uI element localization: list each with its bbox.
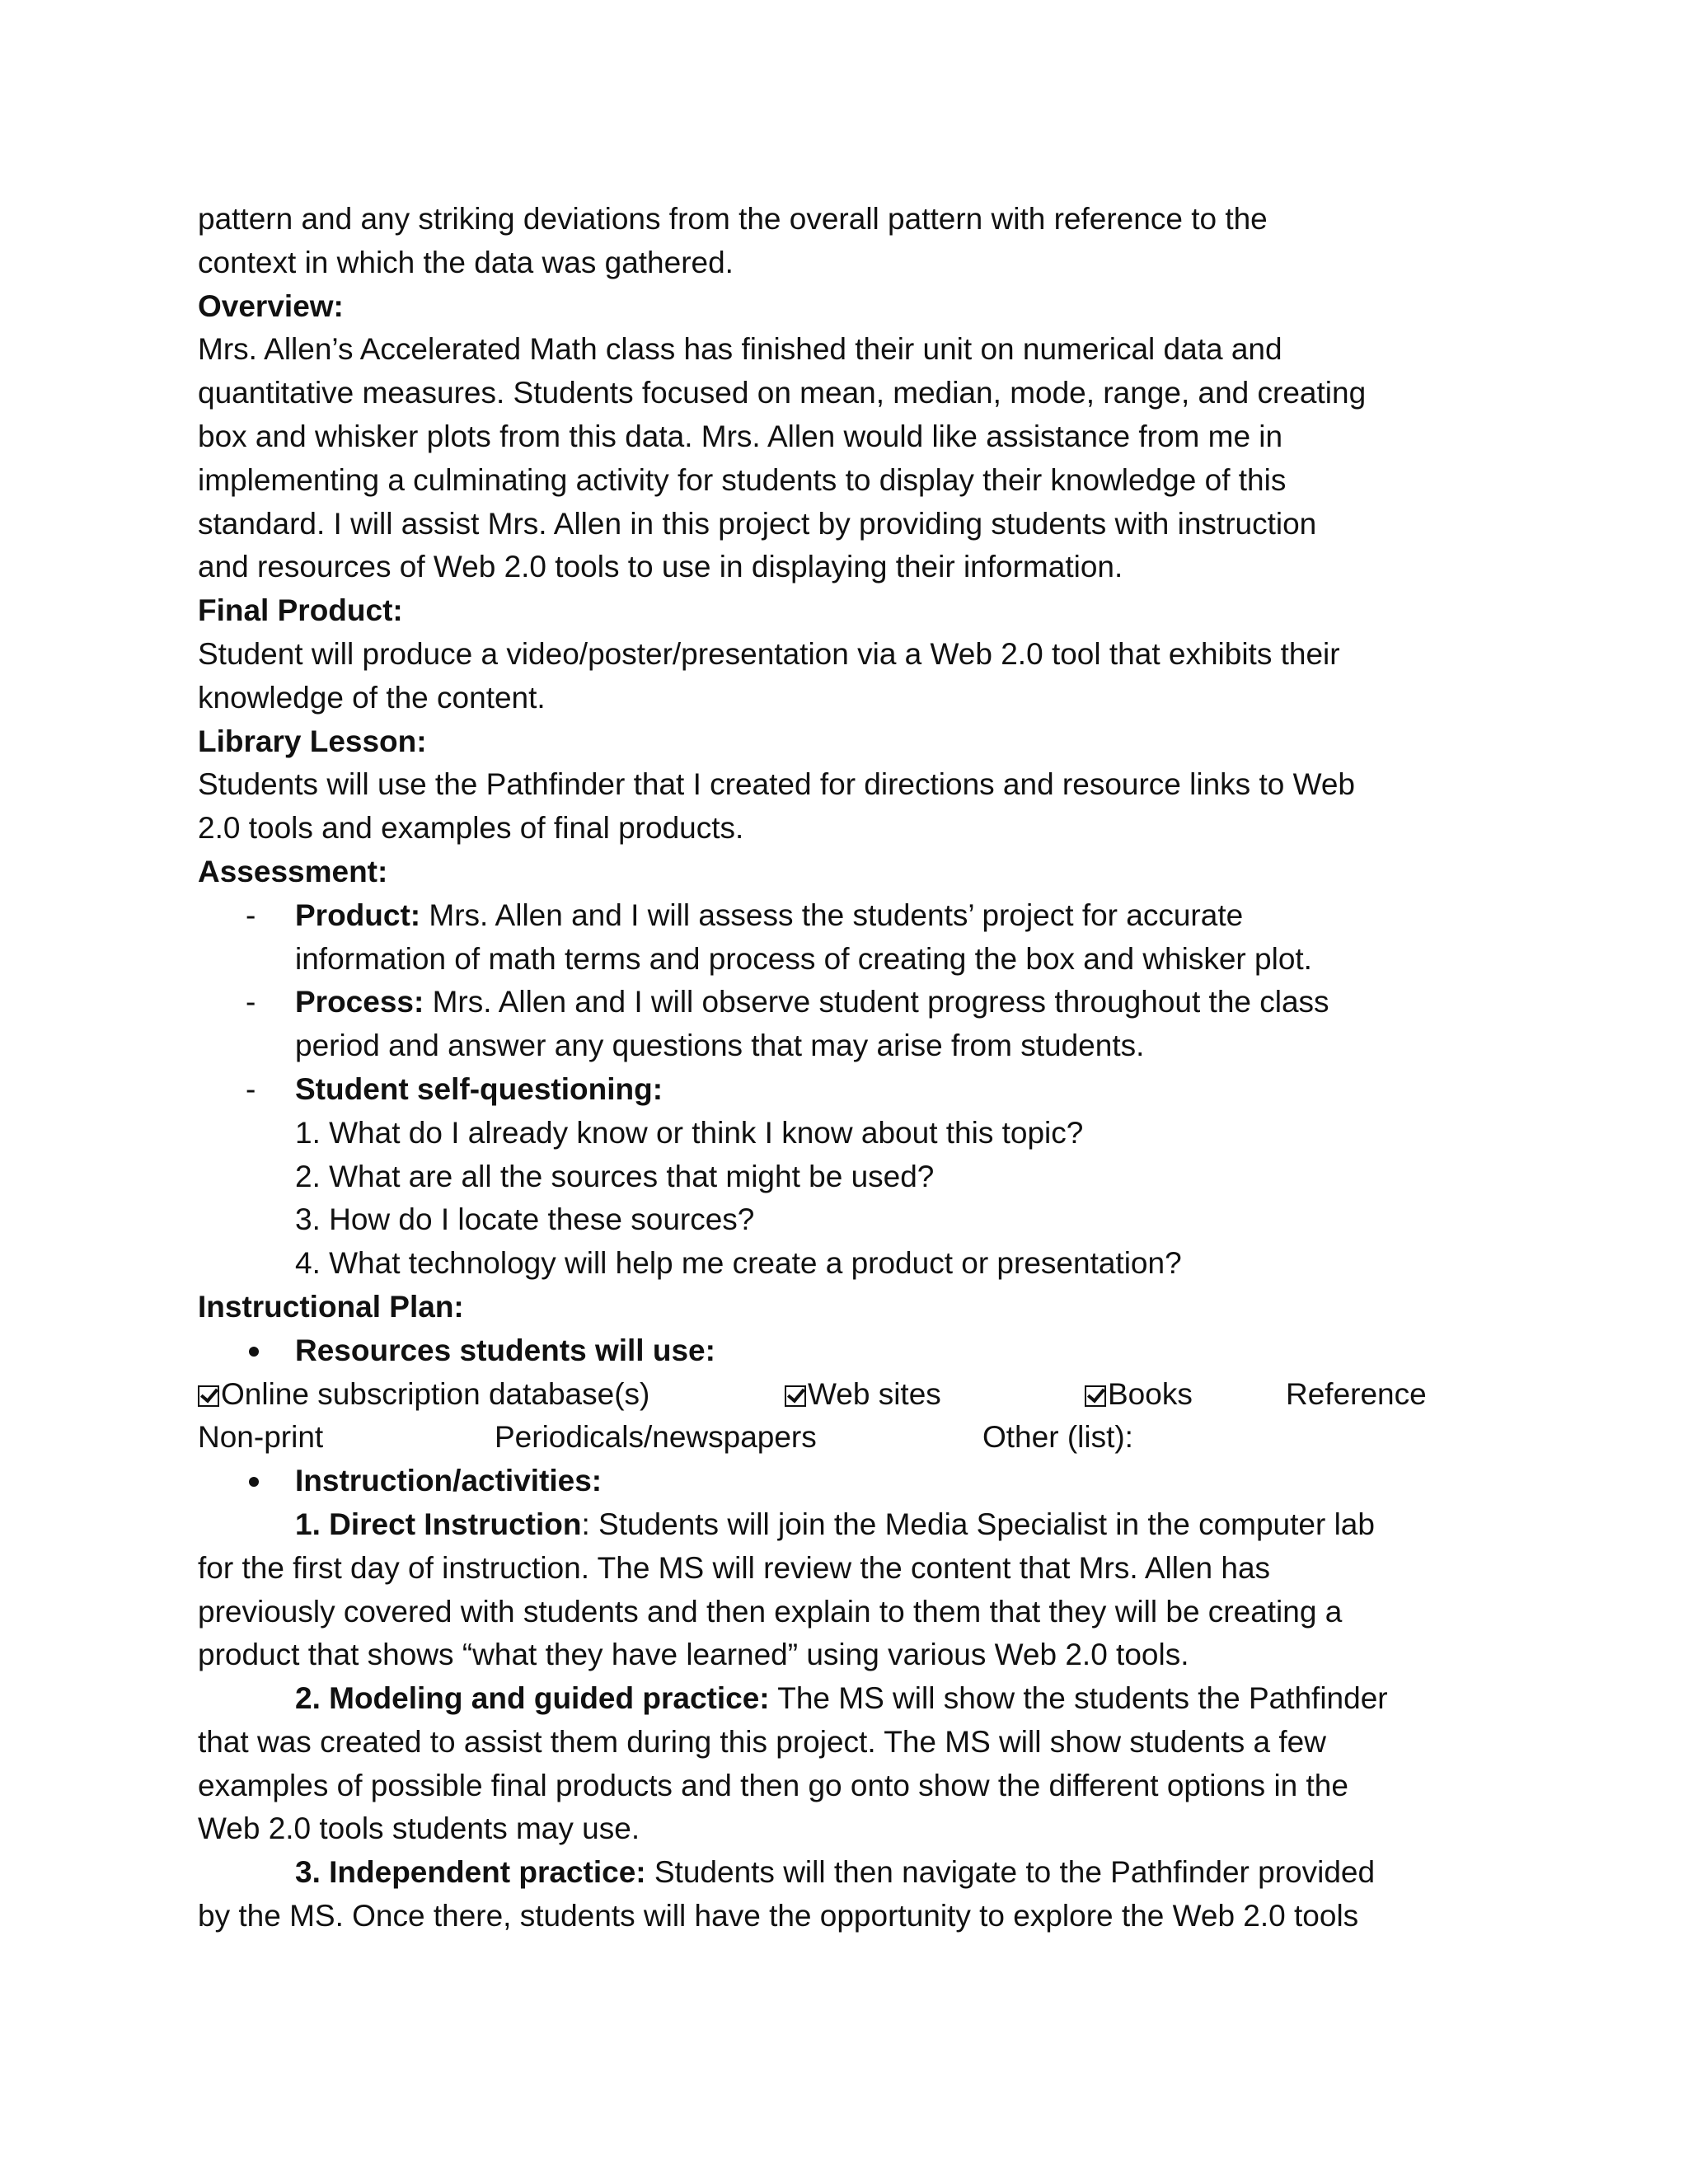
bullet-dot [249, 1347, 259, 1357]
resource-web-label: Web sites [808, 1376, 941, 1411]
overview-line-4: implementing a culminating activity for students to display their knowledge of this [198, 462, 1287, 497]
resource-nonprint: Non-print [198, 1420, 324, 1455]
direct-instruction-label: 1. Direct Instruction [295, 1507, 582, 1541]
library-lesson-line-2: 2.0 tools and examples of final products. [198, 811, 744, 846]
direct-instruction-line-4: product that shows “what they have learned” using various Web 2.0 tools. [198, 1638, 1189, 1672]
resource-other: Other (list): [982, 1420, 1133, 1455]
independent-first-line [198, 1851, 1500, 1895]
independent-text: Students will then navigate to the Pathfinder provided [645, 1855, 1376, 1890]
direct-instruction-line-3: previously covered with students and then explain to them that they will be creating a [198, 1594, 1343, 1629]
overview-line-6: and resources of Web 2.0 tools to use in displaying their information. [198, 550, 1123, 584]
independent-label: 3. Independent practice: [295, 1855, 646, 1890]
modeling-line-2: that was created to assist them during this project. The MS will show students a few [198, 1724, 1326, 1759]
resource-books [1085, 1373, 1193, 1417]
process-label: Process: [295, 985, 424, 1019]
direct-instruction-text: : Students will join the Media Specialist in the computer lab [581, 1507, 1375, 1541]
instruction-bullet [198, 1460, 1500, 1503]
resource-web [785, 1373, 941, 1417]
checked-box-icon [1085, 1385, 1106, 1407]
overview-line-3: box and whisker plots from this data. Mrs. Allen would like assistance from me in [198, 419, 1283, 453]
product-label: Product: [295, 898, 421, 932]
resources-row-1 [198, 1373, 1500, 1417]
instruction-heading: Instruction/activities: [295, 1464, 603, 1498]
library-lesson-line-1: Students will use the Pathfinder that I created for directions and resource links to Web [198, 767, 1356, 802]
resources-heading: Resources students will use: [295, 1333, 715, 1367]
question-3: 3. How do I locate these sources? [295, 1202, 755, 1237]
resource-reference [1286, 1373, 1427, 1417]
document-page [198, 198, 1500, 1938]
assessment-process-item [198, 981, 1500, 1024]
checked-box-icon [785, 1385, 806, 1407]
overview-line-5: standard. I will assist Mrs. Allen in this project by providing students with instruction [198, 506, 1317, 541]
dash-marker: - [246, 985, 256, 1019]
assessment-self-questioning-item [198, 1068, 1500, 1112]
product-text-cont: information of math terms and process of creating the box and whisker plot. [295, 941, 1312, 976]
modeling-first-line [198, 1677, 1500, 1721]
final-product-line-2: knowledge of the content. [198, 680, 546, 715]
library-lesson-heading: Library Lesson: [198, 724, 427, 758]
intro-line-1: pattern and any striking deviations from the overall pattern with reference to the [198, 202, 1268, 236]
resource-reference-label: Reference [1286, 1376, 1427, 1411]
checked-box-icon [198, 1385, 219, 1407]
overview-heading: Overview: [198, 288, 344, 323]
resource-periodicals: Periodicals/newspapers [495, 1420, 817, 1455]
process-text-cont: period and answer any questions that may arise from students. [295, 1029, 1145, 1063]
dash-marker: - [246, 1071, 256, 1106]
overview-line-1: Mrs. Allen’s Accelerated Math class has finished their unit on numerical data and [198, 332, 1282, 367]
final-product-line-1: Student will produce a video/poster/presentation via a Web 2.0 tool that exhibits their [198, 636, 1340, 671]
modeling-line-3: examples of possible final products and then go onto show the different options in the [198, 1768, 1348, 1802]
resource-books-label: Books [1108, 1376, 1193, 1411]
modeling-text: The MS will show the students the Pathfinder [769, 1681, 1388, 1716]
modeling-label: 2. Modeling and guided practice: [295, 1681, 770, 1716]
question-2: 2. What are all the sources that might be used? [295, 1159, 935, 1193]
self-questioning-label: Student self-questioning: [295, 1071, 663, 1106]
assessment-heading: Assessment: [198, 854, 388, 888]
direct-instruction-first-line [198, 1503, 1500, 1547]
resource-online-label: Online subscription database(s) [221, 1376, 650, 1411]
intro-line-2: context in which the data was gathered. [198, 245, 734, 279]
resource-online [198, 1373, 649, 1417]
assessment-product-item [198, 894, 1500, 938]
bullet-dot [249, 1477, 259, 1487]
resources-bullet [198, 1329, 1500, 1373]
modeling-line-4: Web 2.0 tools students may use. [198, 1811, 640, 1846]
overview-line-2: quantitative measures. Students focused on mean, median, mode, range, and creating [198, 376, 1367, 410]
direct-instruction-line-2: for the first day of instruction. The MS will review the content that Mrs. Allen has [198, 1550, 1271, 1585]
question-4: 4. What technology will help me create a product or presentation? [295, 1246, 1182, 1281]
product-text: Mrs. Allen and I will assess the students’ project for accurate [420, 898, 1244, 932]
dash-marker: - [246, 898, 256, 932]
instructional-plan-heading: Instructional Plan: [198, 1289, 464, 1324]
process-text: Mrs. Allen and I will observe student progress throughout the class [424, 985, 1329, 1019]
final-product-heading: Final Product: [198, 593, 403, 628]
independent-line-2: by the MS. Once there, students will have the opportunity to explore the Web 2.0 tools [198, 1899, 1359, 1933]
resources-row-2 [198, 1416, 1500, 1460]
question-1: 1. What do I already know or think I know about this topic? [295, 1115, 1084, 1150]
